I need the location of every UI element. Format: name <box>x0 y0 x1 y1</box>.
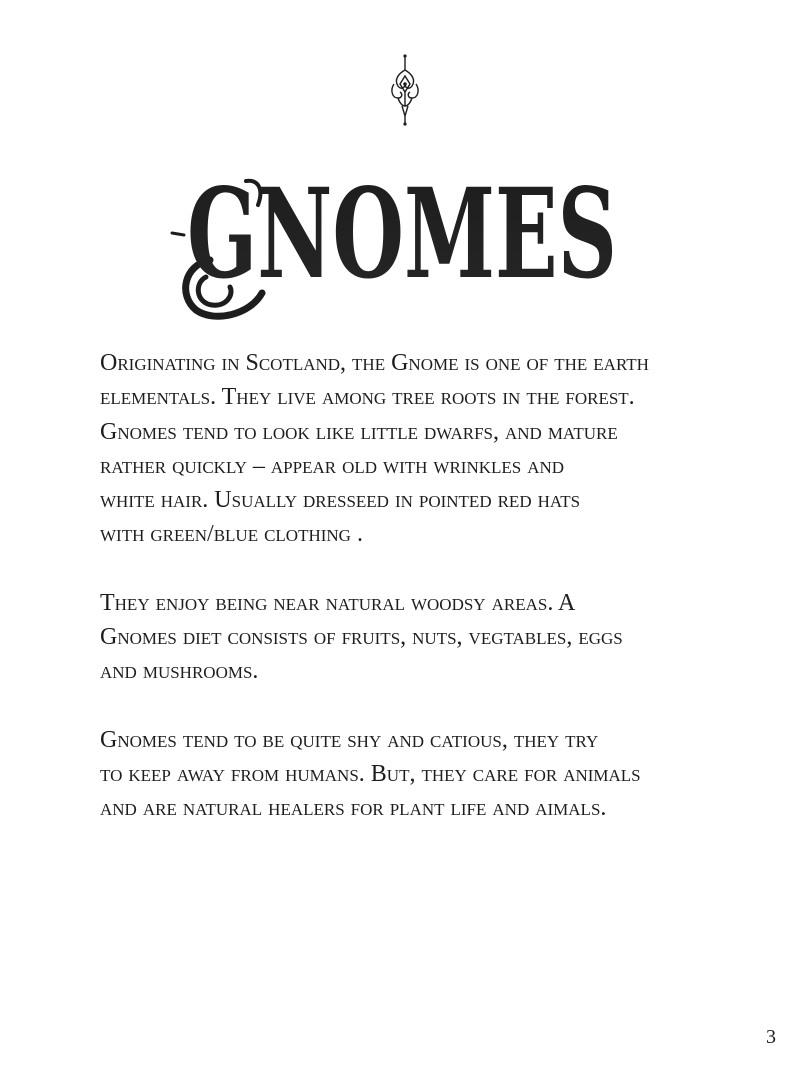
text-line: white hair. Usually dresseed in pointed red hats <box>100 487 581 514</box>
page-number: 3 <box>766 1026 776 1048</box>
page-title <box>170 162 640 325</box>
text-line: elementals. They live among tree roots in the forest. <box>100 384 635 411</box>
body-text <box>100 346 740 860</box>
text-line: Originating in Scotland, the Gnome is one of the earth <box>100 350 649 376</box>
paragraph-2 <box>100 586 740 689</box>
text-line: rather quickly – appear old with wrinkles and <box>100 452 565 479</box>
filigree-ornament-icon <box>386 54 424 126</box>
text-line: to keep away from humans. But, they care for animals <box>100 760 641 787</box>
page-title-text: GNOMES <box>187 162 617 307</box>
text-line: Gnomes tend to be quite shy and catious, they try <box>100 726 599 753</box>
text-line: and are natural healers for plant life and aimals. <box>100 795 607 822</box>
text-line: Gnomes tend to look like little dwarfs, and mature <box>100 418 618 445</box>
paragraph-1 <box>100 346 740 552</box>
text-line: They enjoy being near natural woodsy areas. A <box>100 589 576 616</box>
text-line: with green/blue clothing . <box>100 521 363 548</box>
text-line: Gnomes diet consists of fruits, nuts, vegtables, eggs <box>100 624 623 651</box>
paragraph-3 <box>100 723 740 826</box>
text-line: and mushrooms. <box>100 658 259 685</box>
